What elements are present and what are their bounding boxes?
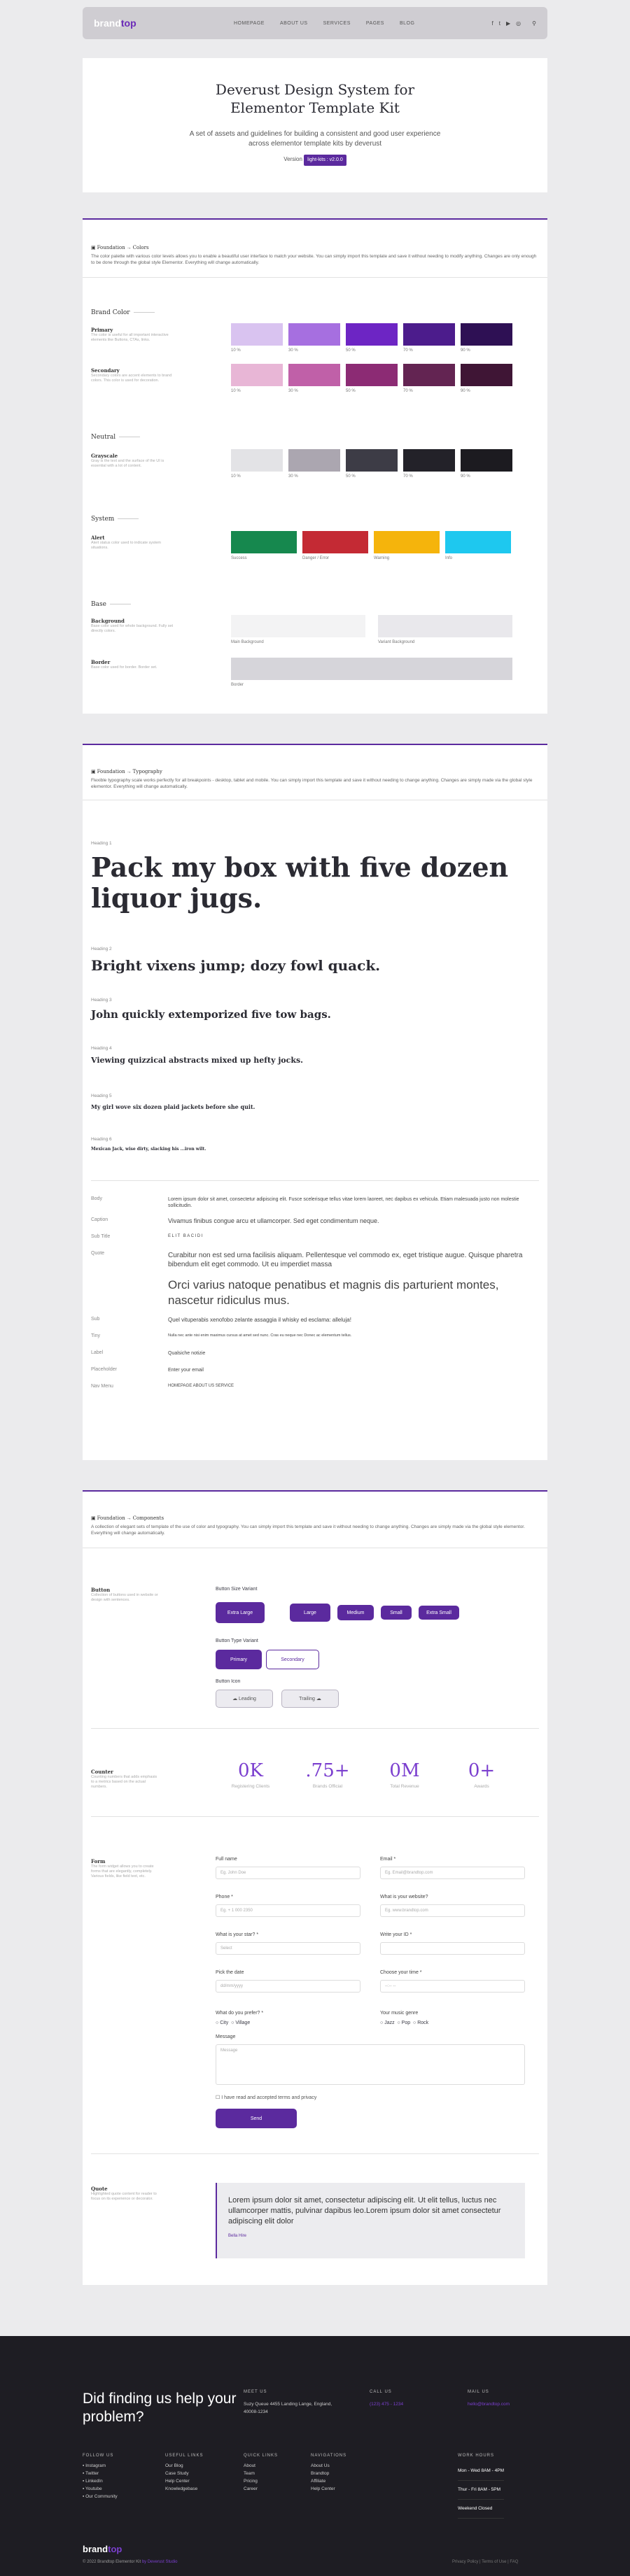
btn-secondary[interactable]: Secondary — [266, 1650, 319, 1669]
neutral-title: Neutral — [91, 434, 140, 441]
color-swatch — [461, 323, 512, 346]
border-swatch-label: Border — [231, 683, 244, 687]
typo-breadcrumb: ▣ Foundation → Typography — [91, 769, 162, 774]
color-swatch — [374, 531, 440, 553]
btn-medium[interactable]: Medium — [337, 1605, 374, 1620]
color-swatch — [461, 449, 512, 472]
border-label: Border — [91, 659, 111, 665]
typo-row-key: Quote — [91, 1251, 105, 1257]
radio-jazz[interactable]: ○ Jazz — [380, 2021, 395, 2025]
h5-sample: My girl wove six dozen plaid jackets before she quit. — [91, 1103, 255, 1110]
swatch-label: 70 % — [403, 389, 413, 393]
legal-links[interactable]: Privacy Policy | Terms of Use | FAQ — [452, 2560, 519, 2564]
type-variant-title: Button Type Variant — [216, 1639, 258, 1643]
color-swatch — [288, 323, 340, 346]
swatch-label: Warning — [374, 556, 390, 560]
swatch-label: 10 % — [231, 348, 241, 353]
footer-link[interactable]: ▪ Youtube — [83, 2486, 102, 2491]
grayscale-label: Grayscale — [91, 453, 118, 459]
h4-sample: Viewing quizzical abstracts mixed up hefty jocks. — [91, 1056, 303, 1065]
swatch-label: 90 % — [461, 474, 470, 479]
size-variant-title: Button Size Variant — [216, 1587, 258, 1592]
footer-link[interactable]: Career — [244, 2486, 258, 2491]
hours-row: Mon - Wed 8AM - 4PM — [458, 2462, 504, 2481]
counter-desc: Counting numbers that adds emphasis to a metrics based on the actual numbers. — [91, 1775, 158, 1789]
color-swatch — [346, 364, 398, 386]
typo-row-value: Vivamus finibus congue arcu et ullamcorper. Sed eget condimentum neque. — [168, 1217, 379, 1225]
form-input[interactable]: Eg. + 1 000 2350 — [216, 1904, 360, 1917]
border-swatch — [231, 658, 512, 680]
background-desc: Base color used for whole background. Fully set directly colors. — [91, 624, 174, 633]
counter-label: Counter — [91, 1769, 113, 1775]
h1-tag: Heading 1 — [91, 841, 112, 846]
swatch-label: Danger / Error — [302, 556, 330, 560]
comp-desc: A collection of elegant sets of template of the use of color and typography. You can simply import this template and save it without needing to change anything. Changes are simply made via the global style elementor. Everything will change automatically. — [91, 1524, 525, 1536]
variant-background-label: Variant Background — [378, 640, 415, 644]
color-swatch — [288, 364, 340, 386]
footer-link[interactable]: Help Center — [311, 2486, 335, 2491]
typo-row-value: Nulla nec ante nisi enim maximus cursus at amet sed nunc. Cras eu neque nec Donec ac elementum tellus. — [168, 1333, 352, 1338]
counter-number: 0M — [389, 1760, 420, 1781]
color-swatch — [403, 323, 455, 346]
form-desc: The form widget allows you to create forms that are elegantly, completely. Various fields, like field text, etc. — [91, 1864, 154, 1878]
hours-list — [458, 2462, 504, 2519]
field-label: What is your website? — [380, 1895, 428, 1899]
typo-row-value: Curabitur non est sed urna facilisis aliquam. Pellentesque vel commodo ex, eget tristique augue. Quisque pharetra bibendum elit eget commodo. Ut eu imperdiet massa — [168, 1252, 523, 1269]
navs-list — [311, 2462, 335, 2493]
page-title: Deverust Design System for Elementor Template Kit — [215, 81, 415, 116]
form-input[interactable]: Eg. John Doe — [216, 1867, 360, 1879]
color-swatch — [231, 531, 297, 553]
typo-row-key: Sub Title — [91, 1234, 111, 1240]
page-subtitle: A set of assets and guidelines for building a consistent and good user experience across elementor template kits by deverust — [189, 130, 441, 148]
btn-primary[interactable]: Primary — [216, 1650, 262, 1669]
mail-heading: MAIL US — [468, 2390, 489, 2394]
h3-sample: John quickly extemporized five tow bags. — [91, 1008, 331, 1021]
footer-link[interactable]: Knowledgebase — [165, 2486, 198, 2491]
quick-list — [244, 2462, 258, 2493]
field-label: Phone * — [216, 1895, 233, 1899]
meet-heading: MEET US — [244, 2390, 267, 2394]
btn-extra-small[interactable]: Extra Small — [419, 1606, 459, 1620]
swatch-label: 90 % — [461, 348, 470, 353]
hours-row: Thur - Fri 8AM - 5PM — [458, 2481, 504, 2500]
counter-number: .75+ — [305, 1760, 350, 1781]
field-label: Full name — [216, 1857, 237, 1862]
color-swatch — [346, 323, 398, 346]
system-title: System — [91, 516, 139, 523]
main-background-swatch — [231, 615, 365, 637]
typo-row-key: Caption — [91, 1217, 108, 1223]
colors-section — [83, 218, 547, 714]
footer-link[interactable]: Brandtop — [311, 2471, 330, 2476]
btn-leading[interactable]: ☁ Leading — [216, 1690, 273, 1708]
typo-row-key: Nav Menu — [91, 1384, 113, 1389]
btn-small[interactable]: Small — [381, 1606, 412, 1620]
form-input[interactable]: Eg. www.brandtop.com — [380, 1904, 525, 1917]
cloud-icon: ☁ — [232, 1697, 239, 1701]
secondary-label: Secondary — [91, 367, 120, 374]
message-label: Message — [216, 2034, 236, 2039]
form-input[interactable]: Select — [216, 1942, 360, 1955]
swatch-label: 70 % — [403, 474, 413, 479]
counter-label: Awards — [474, 1784, 489, 1789]
alert-label: Alert — [91, 535, 105, 541]
brand-logo[interactable]: brandtop — [94, 17, 136, 29]
typo-row-value: Qualsiche notizie — [168, 1351, 206, 1357]
btn-large[interactable]: Large — [290, 1604, 330, 1622]
swatch-label: 30 % — [288, 389, 298, 393]
swatch-label: 50 % — [346, 389, 356, 393]
buttons-label: Button — [91, 1587, 111, 1593]
nav-pages[interactable]: PAGES — [365, 20, 384, 26]
swatch-label: 10 % — [231, 474, 241, 479]
version-label: Version — [284, 156, 302, 162]
color-swatch — [302, 531, 368, 553]
send-button[interactable]: Send — [216, 2109, 297, 2128]
counter-label: Registering Clients — [231, 1784, 270, 1789]
typo-row-value: Enter your email — [168, 1368, 204, 1373]
buttons-desc: Collection of buttons used in website or design with sentences. — [91, 1593, 158, 1602]
typo-row-key: Tiny — [91, 1333, 100, 1339]
h6-sample: Mexican Jack, wise dirty, slacking his ...iron wilt. — [91, 1147, 206, 1152]
form-input[interactable]: dd/mm/yyyy — [216, 1980, 360, 1993]
typo-row-key: Placeholder — [91, 1367, 117, 1373]
hours-heading: WORK HOURS — [458, 2454, 494, 2458]
alert-desc: Alert status color used to indicate system situations. — [91, 541, 161, 550]
quote-desc: Highlighted quote content for reader to focus on its experience or decorator. — [91, 2192, 157, 2201]
footer-link[interactable]: ▪ Twitter — [83, 2471, 99, 2476]
footer-link[interactable]: Affiliate — [311, 2479, 326, 2484]
main-background-label: Main Background — [231, 640, 264, 644]
counter-number: 0K — [238, 1760, 263, 1781]
typo-desc: Flexible typography scale works perfectly for all breakpoints - desktop, tablet and mobile. You can simply import this template and save it without needing to change anything. Changes are simply made via the global style elementor. Everything will change automatically. — [91, 778, 533, 789]
navs-heading: NAVIGATIONS — [311, 2454, 347, 2458]
typo-row-value: Orci varius natoque penatibus et magnis dis parturient montes, nascetur ridiculus mus. — [168, 1278, 499, 1308]
radio-pop[interactable]: ○ Pop — [397, 2021, 411, 2025]
radio-rock[interactable]: ○ Rock — [413, 2021, 429, 2025]
color-swatch — [231, 323, 283, 346]
swatch-label: 70 % — [403, 348, 413, 353]
prefer-label: What do you prefer? * — [216, 2011, 264, 2016]
radio-city[interactable]: ○ City — [216, 2021, 229, 2025]
quote-label: Quote — [91, 2186, 108, 2192]
footer-link[interactable]: Our Blog — [165, 2463, 183, 2468]
follow-heading: FOLLOW US — [83, 2454, 114, 2458]
form-label: Form — [91, 1858, 106, 1864]
color-swatch — [288, 449, 340, 472]
field-label: Email * — [380, 1857, 396, 1862]
youtube-icon[interactable]: ▶ — [506, 20, 511, 27]
footer-link[interactable]: About Us — [311, 2463, 330, 2468]
swatch-label: 30 % — [288, 348, 298, 353]
typo-row-key: Sub — [91, 1317, 100, 1322]
swatch-label: 50 % — [346, 348, 356, 353]
footer — [0, 2336, 630, 2576]
typo-row-value: Quel vituperabis xenofobo zelante assaggia il whisky ed esclama: alleluja! — [168, 1317, 351, 1324]
h6-tag: Heading 6 — [91, 1137, 112, 1142]
quote-text: Lorem ipsum dolor sit amet, consectetur adipiscing elit. Ut elit tellus, luctus nec ullamcorper mattis, pulvinar dapibus leo.Lorem ipsum dolor sit amet consectetur adipiscing elit dolor — [228, 2196, 501, 2225]
footer-logo[interactable]: brandtop — [83, 2544, 122, 2554]
colors-breadcrumb: ▣ Foundation → Colors — [91, 245, 149, 250]
nav-about[interactable]: ABOUT US — [279, 20, 308, 26]
field-label: What is your star? * — [216, 1932, 259, 1937]
swatch-label: 30 % — [288, 474, 298, 479]
comp-breadcrumb: ▣ Foundation → Components — [91, 1515, 164, 1521]
background-label: Background — [91, 618, 125, 624]
swatch-label: 50 % — [346, 474, 356, 479]
colors-desc: The color palette with various color levels allows you to enable a beautiful user interface to match your website. You can simply import this template and save it without needing to modify anything. Changes are only enough to be done through the global style Elementor. Everything will change automatically. — [91, 254, 537, 265]
follow-list — [83, 2462, 118, 2500]
footer-link[interactable]: Help Center — [165, 2479, 190, 2484]
form-input[interactable]: --:-- -- — [380, 1980, 525, 1993]
color-swatch — [461, 364, 512, 386]
h5-tag: Heading 5 — [91, 1094, 112, 1098]
field-label: Write your ID * — [380, 1932, 412, 1937]
swatch-label: 10 % — [231, 389, 241, 393]
footer-link[interactable]: Pricing — [244, 2479, 258, 2484]
footer-link[interactable]: ▪ Our Community — [83, 2494, 118, 2499]
facebook-icon[interactable]: f — [491, 20, 493, 27]
color-swatch — [403, 449, 455, 472]
field-label: Choose your time * — [380, 1970, 422, 1975]
h2-tag: Heading 2 — [91, 947, 112, 951]
base-title: Base — [91, 601, 131, 608]
footer-link[interactable]: ▪ LinkedIn — [83, 2479, 103, 2484]
nav-homepage[interactable]: HOMEPAGE — [234, 20, 265, 26]
counter-number: 0+ — [468, 1760, 496, 1781]
brand-color-title: Brand Color — [91, 309, 155, 316]
primary-desc: The color is useful for all important interactive elements like Buttons, CTAs, links. — [91, 333, 169, 342]
color-swatch — [346, 449, 398, 472]
h4-tag: Heading 4 — [91, 1046, 112, 1051]
secondary-desc: Secondary colors are accent elements to brand colors. This color is used for decoration. — [91, 374, 172, 383]
color-swatch — [231, 364, 283, 386]
top-navbar — [83, 7, 547, 39]
icon-title: Button Icon — [216, 1679, 241, 1684]
message-textarea[interactable]: Message — [216, 2044, 525, 2085]
typo-row-value: Lorem ipsum dolor sit amet, consectetur adipiscing elit. Fusce scelerisque tellus vitae lorem laoreet, nec dapibus ex vehicula. Etiam malesuada justo non molestie sollicitudin. — [168, 1197, 519, 1209]
useful-heading: USEFUL LINKS — [165, 2454, 204, 2458]
h3-tag: Heading 3 — [91, 998, 112, 1003]
typo-row-key: Body — [91, 1196, 102, 1201]
typo-row-value: HOMEPAGE ABOUT US SERVICE — [168, 1384, 234, 1389]
quote-cite: Bella Hire — [228, 2234, 247, 2238]
quick-heading: QUICK LINKS — [244, 2454, 279, 2458]
prefer-options — [216, 2021, 250, 2025]
color-swatch — [231, 449, 283, 472]
swatch-label: Success — [231, 556, 247, 560]
typo-row-key: Label — [91, 1350, 104, 1356]
h2-sample: Bright vixens jump; dozy fowl quack. — [91, 957, 381, 974]
footer-cta: Did finding us help your problem? — [83, 2391, 237, 2425]
call-heading: CALL US — [370, 2390, 392, 2394]
radio-village[interactable]: ○ Village — [231, 2021, 251, 2025]
link-icon[interactable]: ⚲ — [532, 20, 536, 27]
counter-label: Brands Official — [312, 1784, 343, 1789]
color-swatch — [445, 531, 511, 553]
nav-blog[interactable]: BLOG — [399, 20, 415, 26]
address: Suzy Queue 4455 Landing Lange, England, 40008-1234 — [244, 2402, 332, 2414]
nav-services[interactable]: SERVICES — [323, 20, 351, 26]
useful-list — [165, 2462, 197, 2493]
twitter-icon[interactable]: t — [498, 20, 500, 27]
email-link[interactable]: hello@brandtop.com — [468, 2402, 510, 2407]
btn-trailing[interactable]: Trailing ☁ — [281, 1690, 339, 1708]
footer-link[interactable]: About — [244, 2463, 255, 2468]
credit-link[interactable]: by Deverust Studio — [141, 2560, 178, 2564]
field-label: Pick the date — [216, 1970, 244, 1975]
hero-card — [83, 58, 547, 192]
h1-sample: Pack my box with five dozen liquor jugs. — [91, 851, 509, 914]
swatch-label: 90 % — [461, 389, 470, 393]
instagram-icon[interactable]: ◎ — [516, 20, 522, 27]
hours-row: Weekend Closed — [458, 2500, 504, 2519]
footer-link[interactable]: Team — [244, 2471, 255, 2476]
swatch-label: Info — [445, 556, 453, 560]
social-icons — [492, 20, 536, 27]
btn-extra-large[interactable]: Extra Large — [216, 1602, 265, 1623]
color-swatch — [403, 364, 455, 386]
music-label: Your music genre — [380, 2011, 419, 2016]
border-desc: Base color used for border. Border set. — [91, 665, 158, 670]
quote-block — [216, 2183, 525, 2258]
nav-links — [234, 21, 414, 26]
variant-background-swatch — [378, 615, 512, 637]
counter-label: Total Revenue — [390, 1784, 419, 1789]
version-badge: light-kits : v2.0.0 — [304, 155, 346, 166]
terms-checkbox[interactable]: ☐ I have read and accepted terms and privacy — [216, 2095, 317, 2100]
form-input[interactable] — [380, 1942, 525, 1955]
music-options — [380, 2021, 428, 2025]
footer-link[interactable]: ▪ Instagram — [83, 2463, 106, 2468]
phone-link[interactable]: (123) 475 - 1234 — [370, 2402, 404, 2407]
typo-row-value: ELIT BACIDI — [168, 1234, 204, 1239]
grayscale-desc: Gray is the text and the surface of the UI is essential with a lot of content. — [91, 459, 164, 468]
footer-link[interactable]: Case Study — [165, 2471, 189, 2476]
primary-label: Primary — [91, 327, 113, 333]
cloud-icon: ☁ — [314, 1697, 321, 1701]
copyright: © 2022 Brandtop Elementor Kit by Deverust Studio — [83, 2560, 178, 2564]
components-section — [83, 1490, 547, 2285]
form-input[interactable]: Eg. Email@brandtop.com — [380, 1867, 525, 1879]
typography-section — [83, 744, 547, 1460]
